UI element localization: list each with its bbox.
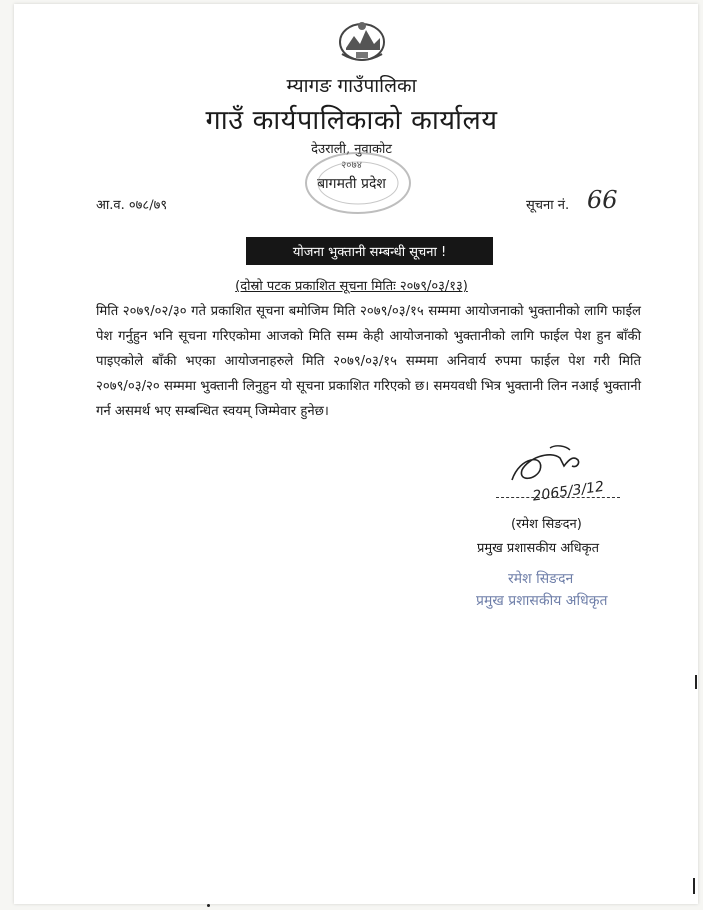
scan-speck [207, 904, 210, 907]
office-title: गाउँ कार्यपालिकाको कार्यालय [205, 105, 498, 136]
nepal-government-emblem-icon [334, 14, 390, 70]
notice-title-banner [246, 237, 493, 265]
signature-date: 2065/3/12 [531, 478, 605, 505]
signer-name: (रमेश सिङदन) [511, 517, 582, 532]
fiscal-year: आ.व. ०७८/७९ [96, 198, 168, 213]
handwritten-signature [500, 436, 650, 506]
republish-date-line: (दोस्रो पटक प्रकाशित सूचना मितिः २०७९/०३/१३) [235, 279, 468, 294]
notice-number-value: 66 [587, 186, 618, 214]
stamp-signer-title: प्रमुख प्रशासकीय अधिकृत [476, 593, 608, 609]
notice-number-label: सूचना नं. [526, 198, 570, 213]
signer-title: प्रमुख प्रशासकीय अधिकृत [477, 541, 600, 556]
signature-line [496, 497, 620, 498]
stamp-signer-name: रमेश सिङदन [508, 571, 574, 587]
notice-title: योजना भुक्तानी सम्बन्धी सूचना ! [292, 245, 447, 260]
established-year: २०७४ [341, 160, 362, 171]
municipality-name: म्यागङ गाउँपालिका [286, 75, 417, 97]
scan-speck [693, 878, 695, 894]
office-address: देउराली, नुवाकोट [311, 142, 392, 157]
province-name: बागमती प्रदेश [317, 176, 386, 192]
notice-body: मिति २०७९/०२/३० गते प्रकाशित सूचना बमोजिम मिति २०७९/०३/१५ सम्ममा आयोजनाको भुक्तानीको लागि फाईल पेश गर्नुहुन भनि सूचना गरिएकोमा आजको मिति सम्म केही आयोजनाको भुक्तानीको लागि फाईल पेश हुन बाँकी पाइएकोले बाँकी भएका आयोजनाहरुले मिति २०७९/०३/१५ सम्ममा अनिवार्य रुपमा फाईल पेश गरी मिति २०७९/०३/२० सम्ममा भुक्तानी लिनुहुन यो सूचना प्रकाशित गरिएको छ। समयवधी भित्र भुक्तानी लिन नआई भुक्तानी गर्न असमर्थ भए सम्बन्धित स्वयम् जिम्मेवार हुनेछ। [96, 304, 641, 419]
office-seal-icon [300, 150, 416, 216]
scan-speck [695, 675, 697, 689]
